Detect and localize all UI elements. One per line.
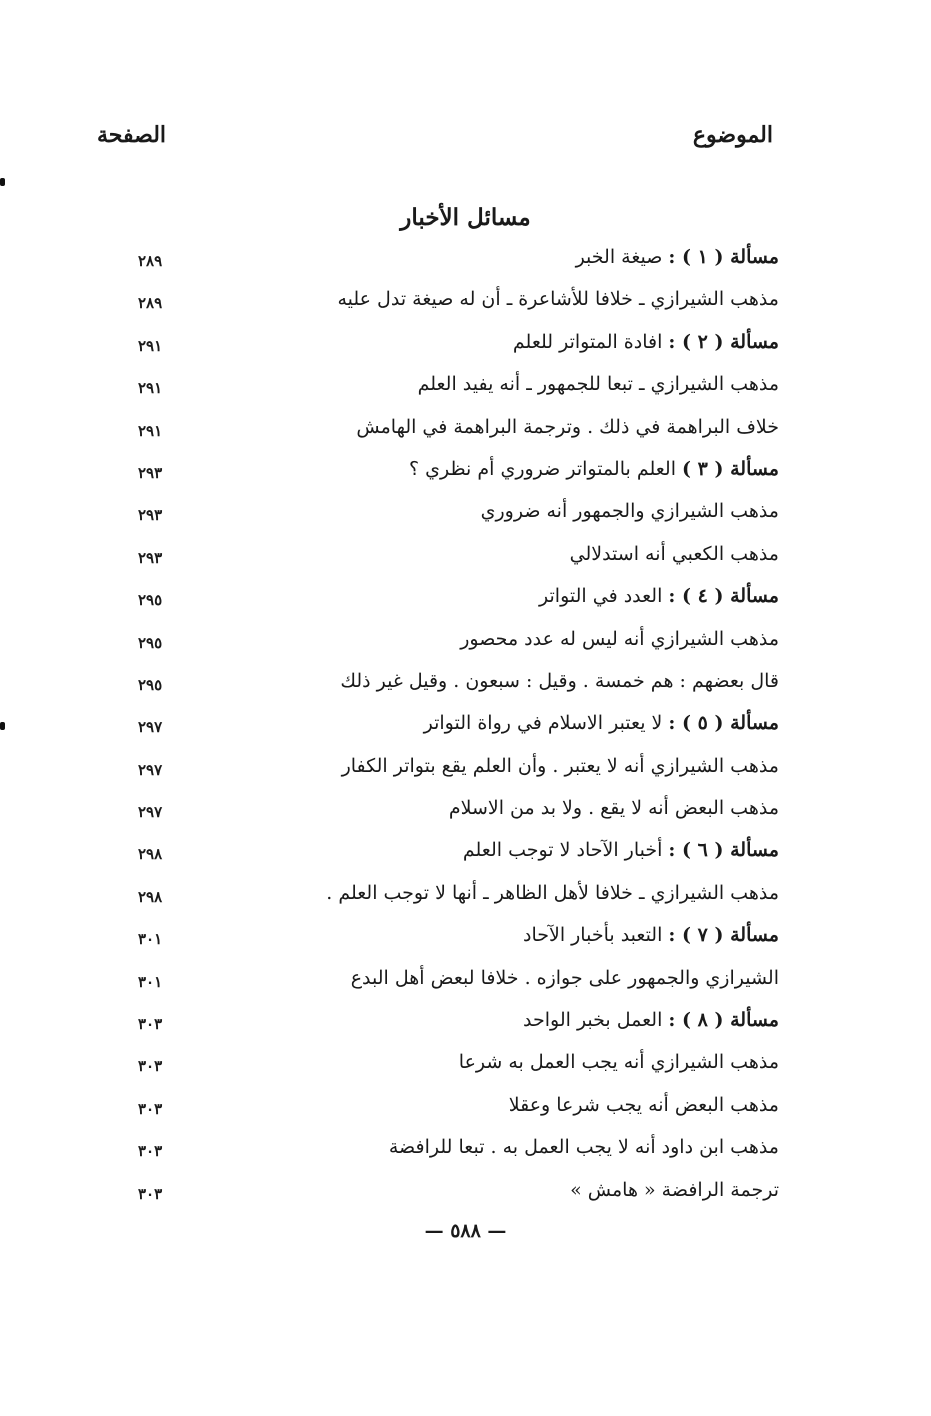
toc-page-number: ٣٠٣ [138,1057,163,1076]
toc-entry-row [0,876,931,918]
entry-title: صيغة الخبر [575,246,663,268]
topic-column-header: الموضوع [692,122,773,148]
toc-page-number: ٣٠٣ [138,1015,163,1034]
entry-title: لا يعتبر الاسلام في رواة التواتر [423,712,663,735]
entry-title: افادة المتواتر للعلم [512,330,663,353]
toc-page-number: ٢٩٥ [138,591,163,610]
toc-entry-row [0,1088,931,1130]
question-label: مسألة ( ٣ ) [682,457,779,480]
question-label: مسألة ( ٧ ) : [668,924,779,947]
toc-entry-text [337,288,779,310]
entry-title: خلاف البراهمة في ذلك . وترجمة البراهمة في الهامش [356,415,779,438]
toc-page-number: ٢٩٨ [138,887,163,906]
toc-entry-text [463,839,779,861]
toc-entry-text [460,628,779,650]
question-label: مسألة ( ٦ ) : [668,839,779,862]
scan-mark [0,178,5,186]
entry-title: مذهب الشيرازي ـ خلافا لأهل الظاهر ـ أنها لا توجب العلم . [326,881,779,904]
toc-entry-text [570,543,779,565]
toc-entry-row [0,622,931,664]
toc-entry-row [0,1130,931,1172]
question-label: مسألة ( ٢ ) : [668,330,779,353]
entry-title: العمل بخبر الواحد [523,1009,663,1032]
toc-entry-text [576,246,779,268]
entry-title: التعبد بأخبار الآحاد [522,924,663,947]
entry-title: مذهب الكعبي أنه استدلالي [569,542,779,565]
toc-question-row [0,833,931,875]
toc-entry-text [326,882,779,904]
toc-entry-row [0,494,931,536]
entry-title: العلم بالمتواتر ضروري أم نظري ؟ [408,457,676,480]
entry-title: ترجمة الرافضة « هامش » [570,1178,779,1201]
question-label: مسألة ( ١ ) : [668,246,779,268]
question-label: مسألة ( ٤ ) : [668,585,779,608]
toc-entry-text [409,458,779,480]
entry-title: مذهب الشيرازي أنه ليس له عدد محصور [460,627,779,650]
toc-page-number: ٢٨٩ [138,294,163,313]
entry-title: العدد في التواتر [539,585,663,608]
toc-list [0,240,931,1215]
toc-question-row [0,325,931,367]
entry-title: الشيرازي والجمهور على جوازه . خلافا لبعض أهل البدع [350,966,779,989]
page-number: — ٥٨٨ — [424,1220,507,1242]
toc-entry-row [0,791,931,833]
toc-entry-text [356,416,779,438]
entry-title: مذهب الشيرازي ـ تبعا للجمهور ـ أنه يفيد العلم [417,373,779,396]
scan-mark [0,722,5,730]
toc-entry-text [509,1094,779,1116]
toc-entry-text [570,1179,779,1201]
toc-entry-text [523,1009,779,1031]
toc-page-number: ٢٩٥ [138,633,163,652]
toc-page-number: ٢٩٣ [138,506,163,525]
toc-page-number: ٣٠٣ [138,1099,163,1118]
toc-entry-text [449,797,779,819]
toc-entry-row [0,410,931,452]
entry-title: مذهب الشيرازي أنه يجب العمل به شرعا [458,1051,779,1074]
toc-page-number: ٢٩١ [138,421,163,440]
toc-entry-text [539,585,779,607]
toc-page-number: ٣٠١ [138,930,163,949]
toc-entry-text [481,500,779,522]
entry-title: أخبار الآحاد لا توجب العلم [462,839,663,862]
toc-entry-row [0,537,931,579]
toc-question-row [0,918,931,960]
toc-entry-text [340,670,779,692]
toc-question-row [0,579,931,621]
toc-question-row [0,1003,931,1045]
toc-page-number: ٢٩٧ [138,803,163,822]
section-title: مسائل الأخبار [400,204,531,231]
toc-entry-row [0,961,931,1003]
toc-page-number: ٢٩٣ [138,548,163,567]
toc-page-number: ٢٨٩ [138,252,163,270]
toc-entry-text [424,712,779,734]
toc-page-number: ٢٩٧ [138,760,163,779]
entry-title: مذهب البعض أنه يجب شرعا وعقلا [508,1093,779,1116]
entry-title: مذهب الشيرازي والجمهور أنه ضروري [480,500,779,523]
toc-question-row [0,452,931,494]
toc-entry-text [513,331,779,353]
toc-entry-text [418,373,779,395]
toc-question-row [0,706,931,748]
toc-page-number: ٢٩٥ [138,675,163,694]
toc-entry-text [342,755,779,777]
toc-question-row [0,240,931,282]
toc-entry-row [0,1045,931,1087]
entry-title: قال بعضهم : هم خمسة . وقيل : سبعون . وقيل غير ذلك [340,669,779,692]
toc-entry-text [389,1136,779,1158]
toc-page-number: ٣٠٣ [138,1142,163,1161]
question-label: مسألة ( ٨ ) : [668,1009,779,1032]
toc-entry-row [0,367,931,409]
toc-entry-row [0,749,931,791]
toc-entry-row [0,1173,931,1215]
toc-entry-row [0,282,931,324]
page-column-header: الصفحة [97,122,167,148]
toc-entry-text [459,1051,779,1073]
toc-page-number: ٢٩٧ [138,718,163,737]
entry-title: مذهب الشيرازي أنه لا يعتبر . وأن العلم يقع بتواتر الكفار [341,754,779,777]
toc-entry-text [523,924,779,946]
entry-title: مذهب الشيرازي ـ خلافا للأشاعرة ـ أن له صيغة تدل عليه [337,288,779,311]
toc-page-number: ٢٩١ [138,336,163,355]
toc-page-number: ٣٠١ [138,972,163,991]
entry-title: مذهب البعض أنه لا يقع . ولا بد من الاسلام [448,797,779,820]
toc-entry-text [351,967,779,989]
toc-page-number: ٢٩١ [138,379,163,398]
question-label: مسألة ( ٥ ) : [668,712,779,735]
entry-title: مذهب ابن داود أنه لا يجب العمل به . تبعا للرافضة [388,1136,779,1159]
toc-page-number: ٢٩٣ [138,463,163,482]
toc-page-number: ٢٩٨ [138,845,163,864]
toc-page-number: ٣٠٣ [138,1184,163,1203]
toc-entry-row [0,664,931,706]
